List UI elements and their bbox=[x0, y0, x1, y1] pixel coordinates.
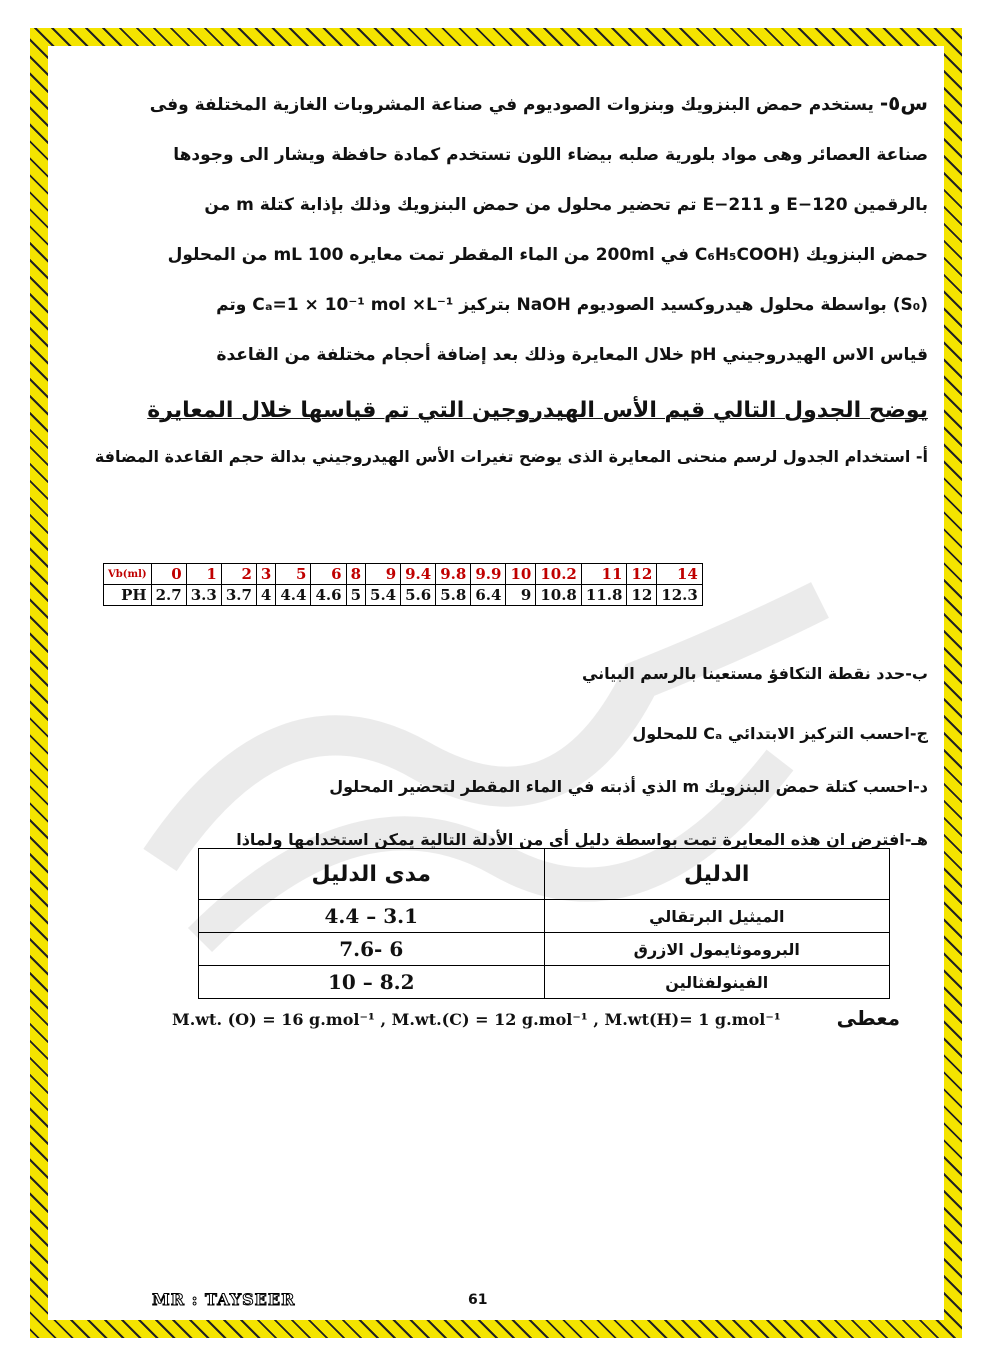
given-molar-masses: M.wt. (O) = 16 g.mol⁻¹ , M.wt.(C) = 12 g.mol⁻¹ , M.wt(H)= 1 g.mol⁻¹ bbox=[172, 1010, 781, 1029]
ph-cell: 5 bbox=[346, 585, 365, 606]
volume-cell: 11 bbox=[581, 564, 627, 585]
volume-row bbox=[104, 564, 703, 585]
given-label: معطى bbox=[836, 1006, 900, 1030]
question-line-2: صناعة العصائر وهى مواد بلورية صلبه بيضاء اللون تستخدم كمادة حافظة ويشار الى وجودها bbox=[173, 145, 928, 165]
indicator-name: البروموثايمول الازرق bbox=[544, 933, 890, 966]
vb-label: Vb(ml) bbox=[104, 564, 152, 585]
question-paragraph bbox=[64, 78, 928, 380]
volume-cell: 14 bbox=[657, 564, 703, 585]
question-line-3: بالرقمين E−120 و E−211 تم تحضير محلول من حمض البنزويك وذلك بإذابة كتلة m من bbox=[204, 195, 928, 215]
ph-cell: 3.7 bbox=[221, 585, 256, 606]
volume-cell: 0 bbox=[151, 564, 186, 585]
question-body bbox=[64, 78, 928, 473]
volume-cell: 9.9 bbox=[471, 564, 506, 585]
indicator-header-row bbox=[199, 849, 890, 900]
ph-cell: 4.6 bbox=[311, 585, 346, 606]
ph-cell: 3.3 bbox=[186, 585, 221, 606]
indicator-range: 3.1 – 4.4 bbox=[199, 900, 545, 933]
indicator-range: 8.2 – 10 bbox=[199, 966, 545, 999]
item-d: د-احسب كتلة حمض البنزويك m الذي أذبته في الماء المقطر لتحضير المحلول bbox=[329, 777, 928, 796]
volume-cell: 10 bbox=[506, 564, 536, 585]
ph-row bbox=[104, 585, 703, 606]
ph-cell: 5.4 bbox=[366, 585, 401, 606]
volume-cell: 9 bbox=[366, 564, 401, 585]
ph-cell: 11.8 bbox=[581, 585, 627, 606]
ph-cell: 5.8 bbox=[436, 585, 471, 606]
volume-cell: 5 bbox=[276, 564, 311, 585]
volume-cell: 8 bbox=[346, 564, 365, 585]
question-number: س٥- bbox=[879, 91, 928, 115]
volume-cell: 9.4 bbox=[401, 564, 436, 585]
ph-cell: 4 bbox=[256, 585, 275, 606]
question-line-5: (S₀) بواسطة محلول هيدروكسيد الصوديوم NaOH بتركيز Cₐ=1 × 10⁻¹ mol ×L⁻¹ وتم bbox=[216, 295, 928, 315]
volume-cell: 10.2 bbox=[536, 564, 582, 585]
indicator-name: الميثيل البرتقالي bbox=[544, 900, 890, 933]
indicator-col-range: مدى الدليل bbox=[199, 849, 545, 900]
author-name: MR : TAYSEER bbox=[152, 1290, 296, 1309]
ph-cell: 12.3 bbox=[657, 585, 703, 606]
item-a: أ- استخدام الجدول لرسم منحنى المعايرة الذى يوضح تغيرات الأس الهيدروجيني بدالة حجم القاعدة المضافة bbox=[94, 447, 928, 466]
ph-cell: 9 bbox=[506, 585, 536, 606]
volume-cell: 3 bbox=[256, 564, 275, 585]
item-c: ج-احسب التركيز الابتدائي Cₐ للمحلول bbox=[632, 724, 928, 743]
volume-cell: 1 bbox=[186, 564, 221, 585]
indicator-row bbox=[199, 966, 890, 999]
volume-cell: 6 bbox=[311, 564, 346, 585]
page-number: 61 bbox=[468, 1292, 488, 1308]
ph-cell: 4.4 bbox=[276, 585, 311, 606]
ph-cell: 2.7 bbox=[151, 585, 186, 606]
question-line-6: قياس الاس الهيدروجيني pH خلال المعايرة وذلك بعد إضافة أحجام مختلفة من القاعدة bbox=[216, 345, 928, 365]
item-b: ب-حدد نقطة التكافؤ مستعينا بالرسم البياني bbox=[581, 664, 928, 683]
indicator-table bbox=[198, 848, 890, 999]
question-line-4: حمض البنزويك (C₆H₅COOH في 200ml من الماء المقطر تمت معايره 100 mL من المحلول bbox=[167, 245, 928, 265]
ph-cell: 10.8 bbox=[536, 585, 582, 606]
indicator-row bbox=[199, 900, 890, 933]
ph-cell: 5.6 bbox=[401, 585, 436, 606]
ph-cell: 12 bbox=[627, 585, 657, 606]
table-heading: يوضح الجدول التالي قيم الأس الهيدروجين التي تم قياسها خلال المعايرة bbox=[147, 398, 928, 423]
item-e: هـ-افترض ان هذه المعايرة تمت بواسطة دليل أي من الأدلة التالية يمكن استخدامها ولماذا bbox=[236, 830, 928, 849]
ph-cell: 6.4 bbox=[471, 585, 506, 606]
volume-cell: 9.8 bbox=[436, 564, 471, 585]
sub-questions bbox=[64, 640, 928, 849]
indicator-col-name: الدليل bbox=[544, 849, 890, 900]
question-line-1: يستخدم حمض البنزويك وبنزوات الصوديوم في صناعة المشروبات الغازية المختلفة وفى bbox=[149, 95, 874, 115]
volume-cell: 12 bbox=[627, 564, 657, 585]
indicator-name: الفينولفثالين bbox=[544, 966, 890, 999]
volume-cell: 2 bbox=[221, 564, 256, 585]
indicator-range: 6 -7.6 bbox=[199, 933, 545, 966]
ph-titration-table bbox=[103, 563, 703, 606]
ph-label: PH bbox=[104, 585, 152, 606]
indicator-row bbox=[199, 933, 890, 966]
